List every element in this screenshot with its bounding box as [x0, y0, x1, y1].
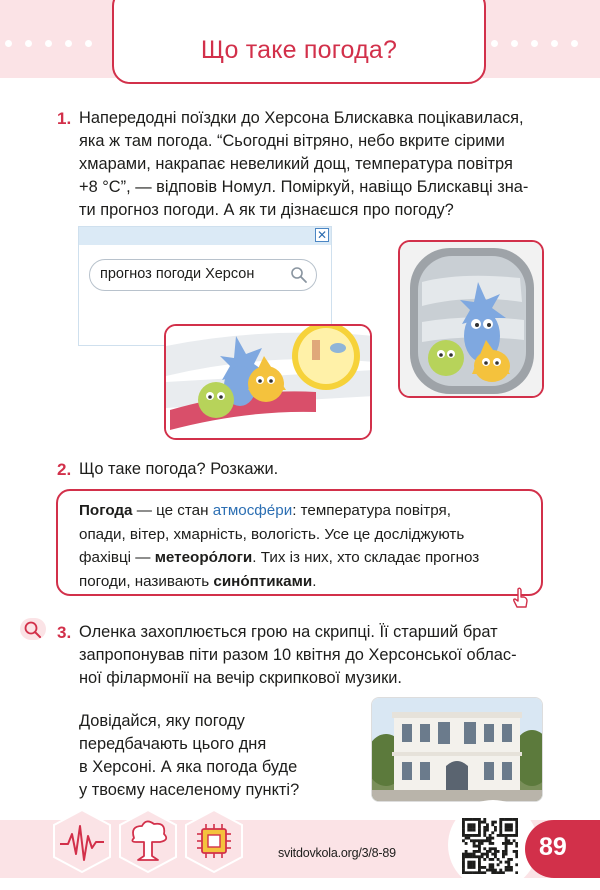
header-dots-left [5, 40, 92, 50]
definition-fragment: . [312, 572, 317, 590]
task-1-text [79, 107, 528, 222]
key-term: метеоро́логи [154, 549, 253, 566]
task-2-text: Що таке погода? Розкажи. [79, 460, 279, 478]
qr-code[interactable] [462, 818, 518, 874]
task-3-question-line: в Херсоні. А яка погода буде [79, 758, 298, 776]
characters-phone-illustration [164, 324, 372, 440]
definition-fragment: опади, вітер, хмарність, вологість. Усе це досліджують [79, 525, 465, 543]
definition-line [79, 499, 529, 523]
page-number: 89 [539, 833, 567, 861]
window-illustration [398, 240, 544, 398]
resource-link[interactable]: svitdovkola.org/3/8-89 [278, 846, 396, 860]
task-1-line: яка ж там погода. “Сьогодні вітряно, небо вкрите сірими [79, 132, 505, 150]
definition-fragment: фахівці — [79, 549, 155, 566]
seismograph-icon [52, 808, 112, 874]
task-3-question-line: у твоєму населеному пункті? [79, 781, 300, 799]
task-2-number: 2. [57, 460, 72, 479]
definition-line [79, 546, 529, 570]
page-number-tab [525, 820, 600, 878]
definition-line [79, 570, 529, 594]
magnifier-icon [20, 618, 46, 640]
microchip-icon [184, 808, 244, 874]
task-3-question-line: передбачають цього дня [79, 735, 267, 753]
task-1-line: ти прогноз погоди. А як ти дізнаєшся про погоду? [79, 201, 454, 219]
definition-fragment: погоди, називають [79, 572, 214, 590]
pointing-hand-icon [510, 587, 530, 609]
close-icon[interactable]: ✕ [316, 228, 328, 242]
search-query: прогноз погоди Херсон [100, 266, 255, 282]
search-input[interactable] [89, 259, 317, 291]
page-title: Що таке погода? [200, 36, 398, 64]
task-1-line: хмарами, накрапає невеликий дощ, температура повітря [79, 155, 513, 173]
task-3-question [79, 710, 299, 802]
definition-fragment: : температура повітря, [292, 502, 451, 519]
definition-line [79, 523, 529, 547]
key-term: сино́птиками [213, 572, 313, 590]
search-icon[interactable] [290, 266, 308, 284]
task-3-line: запропонував піти разом 10 квітня до Херсонської облас- [79, 646, 517, 664]
task-3-line: ної філармонії на вечір скрипкової музики. [79, 669, 402, 687]
definition-fragment: . Тих із них, хто складає прогноз [252, 549, 480, 566]
task-1-line: Напередодні поїздки до Херсона Блискавка поцікавилася, [79, 109, 524, 127]
search-panel-titlebar [79, 227, 331, 245]
philharmonic-photo [371, 697, 543, 802]
task-1-line: +8 °С”, — відповів Номул. Поміркуй, навіщо Блискавці зна- [79, 178, 529, 196]
task-3-line: Оленка захоплюється грою на скрипці. Її старший брат [79, 623, 498, 641]
task-1-number: 1. [57, 109, 72, 128]
key-term: Погода [79, 502, 133, 519]
definition-text [79, 499, 529, 593]
explosion-cloud-icon [118, 808, 178, 874]
linked-term: атмосфе́ри [212, 502, 293, 519]
task-3-number: 3. [57, 623, 72, 642]
header-dots-right [491, 40, 578, 50]
definition-fragment: — це стан [132, 502, 213, 519]
task-3-question-line: Довідайся, яку погоду [79, 712, 245, 730]
task-3-text [79, 621, 517, 690]
